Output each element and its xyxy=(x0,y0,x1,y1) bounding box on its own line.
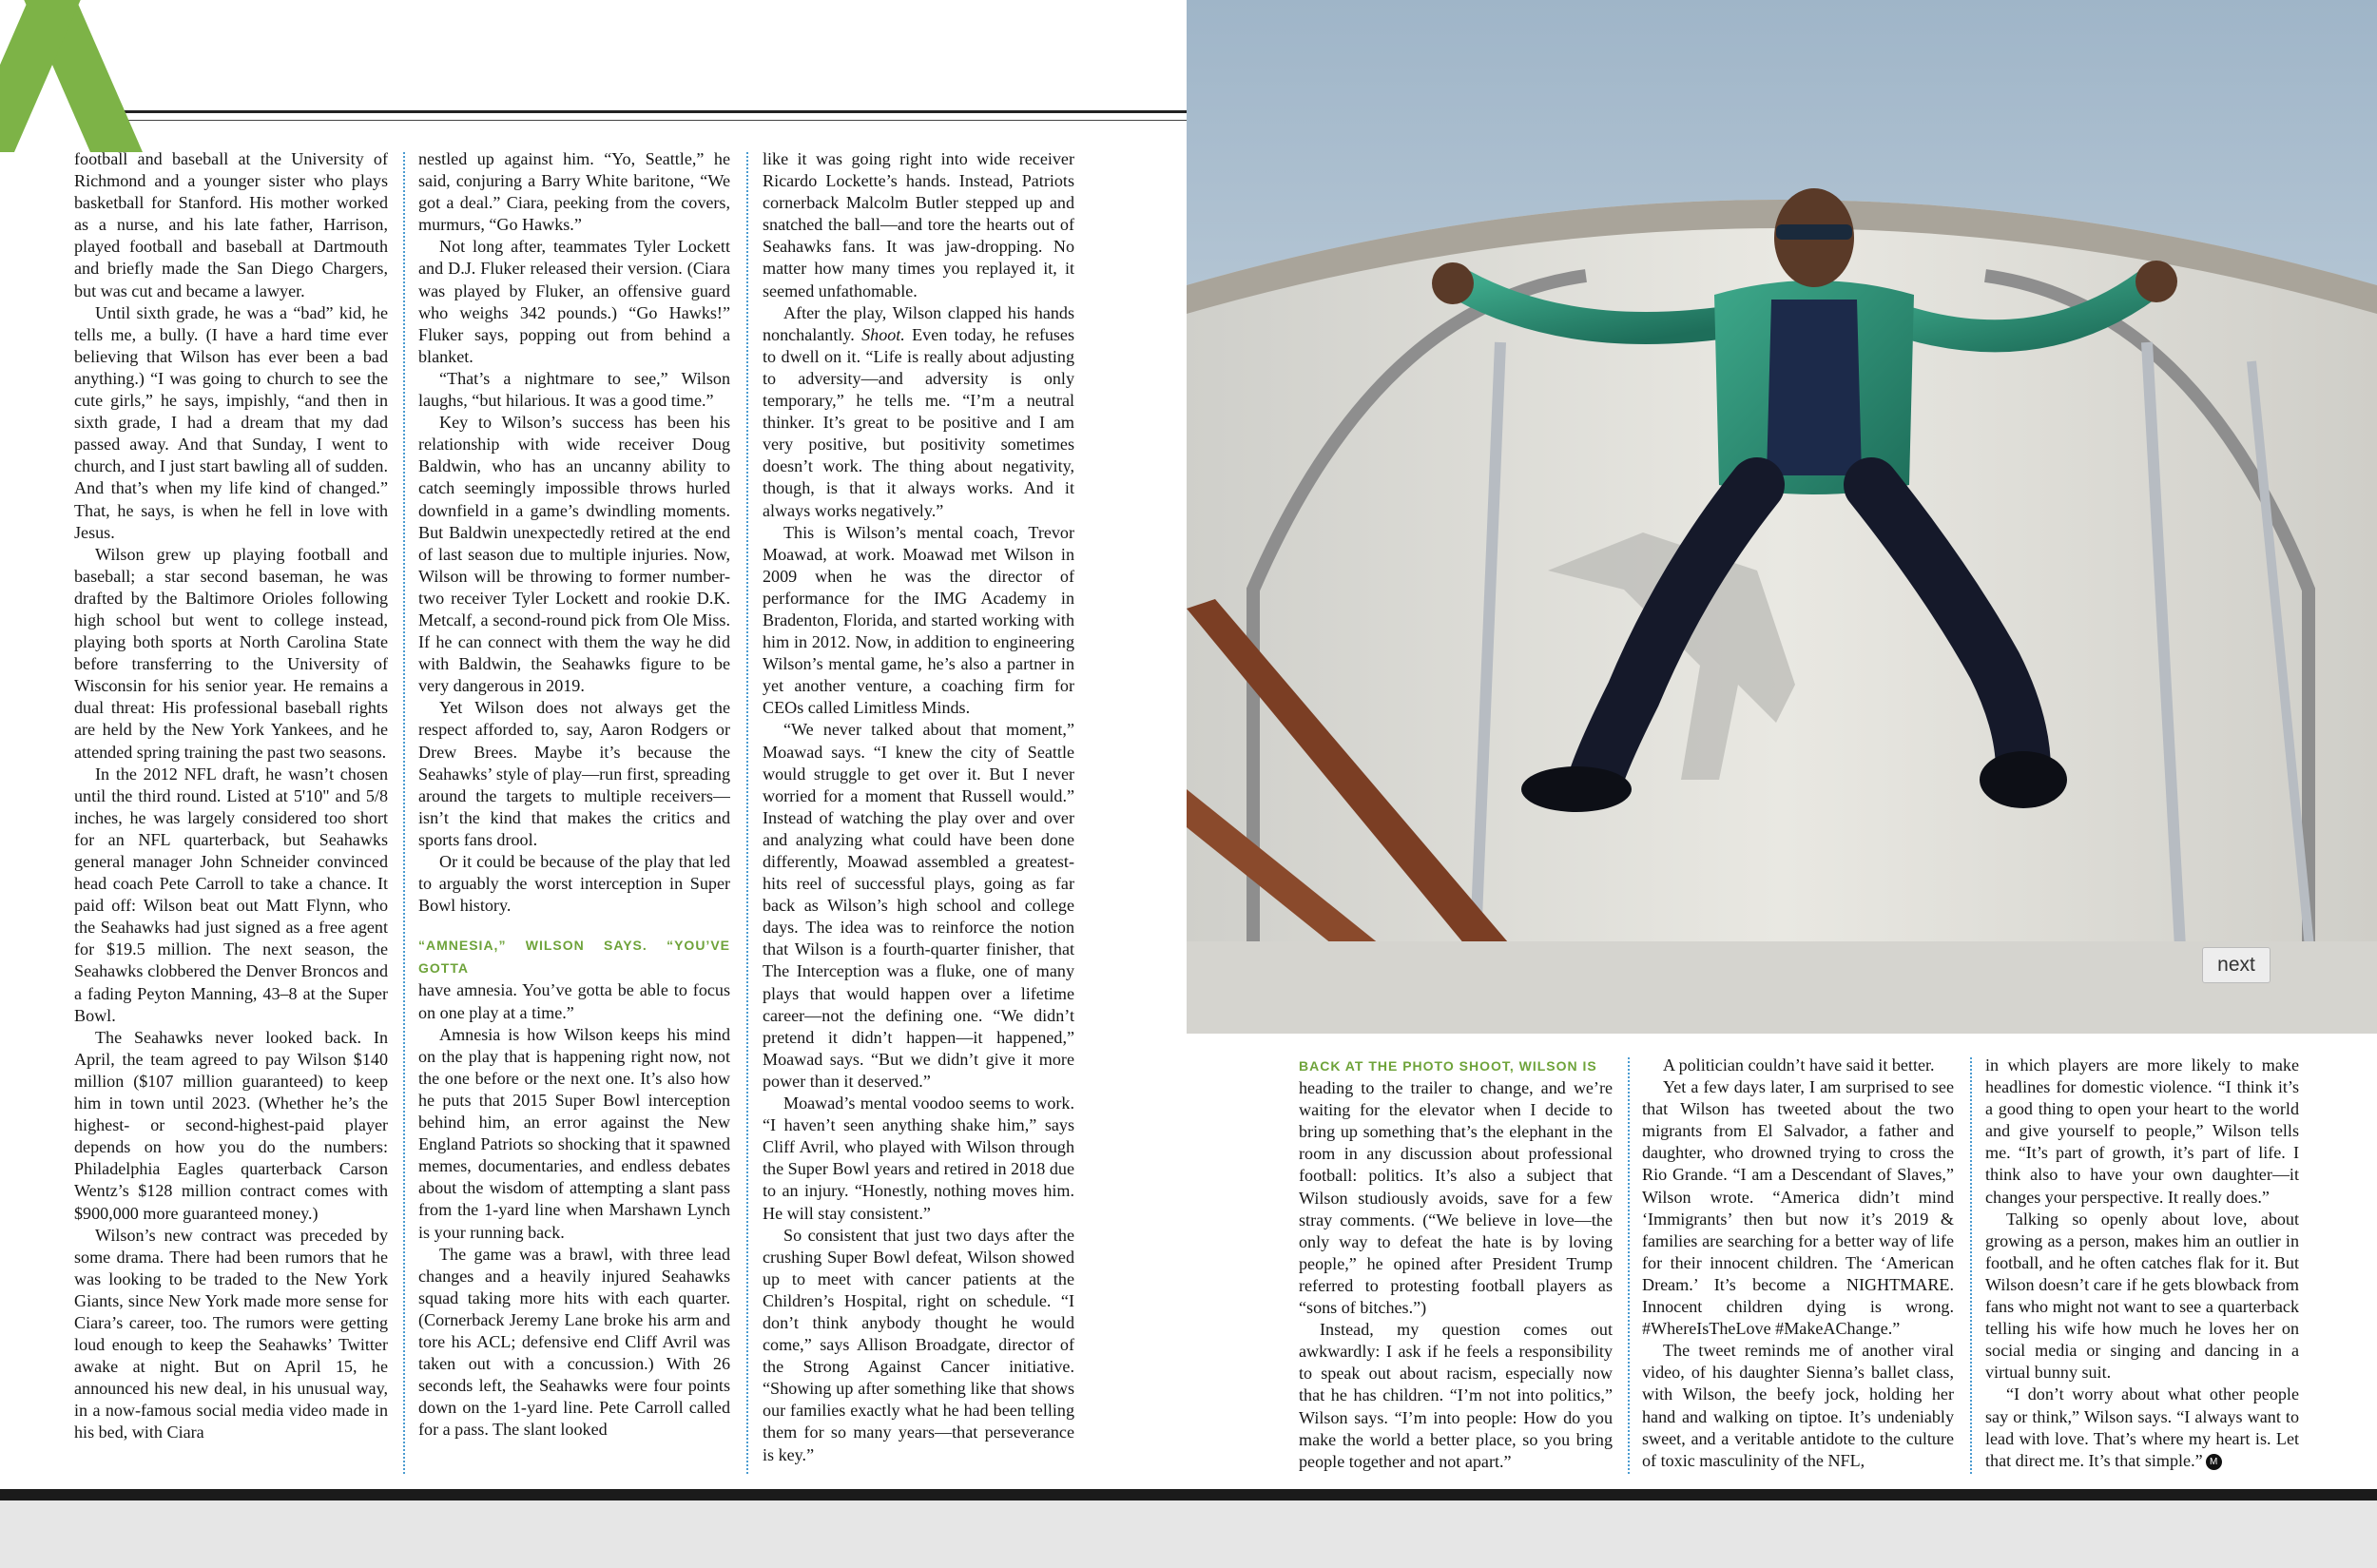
top-rule xyxy=(112,110,1187,113)
x-logo-icon xyxy=(0,0,143,152)
paragraph: in which players are more likely to make headlines for domestic violence. “I think it’s a good thing to open your heart to the world and give yourself to people,” Wilson tells me. “It’s part of growth, it’s part of life. I think also to have your own daughter—it changes your perspective. It really does.” xyxy=(1985,1055,2299,1207)
column-divider xyxy=(403,152,405,1474)
paragraph-text: heading to the trailer to change, and we’re waiting for the elevator when I decide to bring up something that’s the elephant in the room in any discussion about professional football: politics. It’s also a subject that Wilson studiously avoids, save for a few stray comments. (“We believe in love—the only way to defeat the hate is by loving people,” he opined after President Trump referred to protesting football players as “sons of bitches.”) xyxy=(1299,1078,1613,1318)
paragraph: “We never talked about that moment,” Moawad says. “I knew the city of Seattle would struggle to get over it. But I never worried for a moment that Russell would.” Instead of watching the play over and over and analyzing what could have been done differently, Moawad assembled a greatest-hits reel of successful plays, going as far back as Wilson’s high school and college days. The idea was to reinforce the notion that Wilson is a fourth-quarter finisher, that The Interception was a fluke, one of many plays that would happen over a lifetime career—not the defining one. “We didn’t pretend it didn’t happen—it happened,” Moawad says. “But we didn’t give it more power than it deserved.” xyxy=(763,720,1074,1091)
feature-photo xyxy=(1187,0,2377,1034)
paragraph: Or it could be because of the play that led to arguably the worst interception in Super Bowl history. xyxy=(418,852,730,916)
paragraph: This is Wilson’s mental coach, Trevor Moawad, at work. Moawad met Wilson in 2009 when he was the director of performance for the IMG Academy in Bradenton, Florida, and started working with him in 2012. Now, in addition to engineering Wilson’s mental game, he’s also a partner in yet another venture, a coaching firm for CEOs called Limitless Minds. xyxy=(763,522,1074,718)
article-column-5 xyxy=(1642,1055,1954,1476)
paragraph: Moawad’s mental voodoo seems to work. “I haven’t seen anything shake him,” says Cliff Avril, who played with Wilson through the Super Bowl years and retired in 2018 due to an injury. “Honestly, nothing moves him. He will stay consistent.” xyxy=(763,1094,1074,1223)
top-rule-thin xyxy=(112,120,1187,121)
paragraph-text: After the play, Wilson clapped his hands nonchalantly. xyxy=(763,302,1074,344)
section-break-paragraph xyxy=(418,934,730,1023)
paragraph: Instead, my question comes out awkwardly: I ask if he feels a responsibility to speak out about racism, especially now that he has children. “I’m not into politics,” Wilson says. “I’m into people: How do you make the world a better place, so you bring people together and not apart.” xyxy=(1299,1320,1613,1471)
column-divider xyxy=(1628,1057,1630,1474)
paragraph: Yet a few days later, I am surprised to see that Wilson has tweeted about the two migrants from El Salvador, a father and daughter, who drowned trying to cross the Rio Grande. “I am a Descendant of Slaves,” Wilson wrote. “America didn’t mind ‘Immigrants’ then but now it’s 2019 & families are searching for a better way of life for their innocent children. The ‘American Dream.’ It’s become a NIGHTMARE. Innocent children dying is wrong. #WhereIsTheLove #MakeAChange.” xyxy=(1642,1077,1954,1339)
paragraph: In the 2012 NFL draft, he wasn’t chosen until the third round. Listed at 5'10" and 5/8 inches, he was largely considered too short for an NFL quarterback, but Seahawks general manager John Schneider convinced head coach Pete Carroll to take a chance. It paid off: Wilson beat out Matt Flynn, who the Seahawks had just signed as a free agent for $19.5 million. The next season, the Seahawks clobbered the Denver Broncos and a fading Peyton Manning, 43–8 at the Super Bowl. xyxy=(74,764,388,1025)
paragraph: So consistent that just two days after the crushing Super Bowl defeat, Wilson showed up to meet with cancer patients at the Children’s Hospital, right on schedule. “I don’t think anybody thought he would come,” says Allison Broadgate, director of the Strong Against Cancer initiative. “Showing up after something like that shows our families exactly what he had been telling them for so many years—that perseverance is key.” xyxy=(763,1225,1074,1464)
paragraph: like it was going right into wide receiver Ricardo Lockette’s hands. Instead, Patriots cornerback Malcolm Butler stepped up and snatched the ball—and tore the hearts out of Seahawks fans. It was jaw-dropping. No matter how many times you replayed it, it seemed unfathomable. xyxy=(763,149,1074,300)
end-mark-icon: M xyxy=(2206,1454,2222,1470)
bottom-bar xyxy=(0,1489,2377,1500)
paragraph xyxy=(763,302,1074,522)
paragraph: Not long after, teammates Tyler Lockett and D.J. Fluker released their version. (Ciara was played by Fluker, an offensive guard who weighs 342 pounds.) “Go Hawks!” Fluker says, popping out from behind a blanket. xyxy=(418,237,730,366)
article-column-1 xyxy=(74,148,388,1476)
article-column-6 xyxy=(1985,1055,2299,1476)
paragraph: A politician couldn’t have said it better. xyxy=(1663,1055,1935,1074)
paragraph-text: “I don’t worry about what other people say or think,” Wilson says. “I always want to lead with love. That’s where my heart is. Let that direct me. It’s that simple.” xyxy=(1985,1384,2299,1470)
next-button[interactable]: next xyxy=(2202,947,2271,983)
paragraph: The Seahawks never looked back. In April, the team agreed to pay Wilson $140 million ($107 million guaranteed) to keep him in town until 2023. (Whether he’s the highest- or second-highest-paid player depends on how you do the numbers: Philadelphia Eagles quarterback Carson Wentz’s $128 million contract comes with $900,000 more guaranteed money.) xyxy=(74,1027,388,1223)
paragraph: Talking so openly about love, about growing as a person, makes him an outlier in football, and he often catches flak for it. But Wilson doesn’t care if he gets blowback from fans who might not want to see a quarterback telling his wife how much he loves her on social media or singing and dancing in a virtual bunny suit. xyxy=(1985,1209,2299,1383)
article-column-4 xyxy=(1299,1055,1613,1476)
paragraph: “That’s a nightmare to see,” Wilson laughs, “but hilarious. It was a good time.” xyxy=(418,368,730,411)
section-break-paragraph xyxy=(1299,1055,1613,1319)
paragraph: The tweet reminds me of another viral video, of his daughter Sienna’s ballet class, with Wilson, the beefy jock, holding her hand and walking on tiptoe. It’s undeniably sweet, and a veritable antidote to the culture of toxic masculinity of the NFL, xyxy=(1642,1341,1954,1470)
paragraph xyxy=(1985,1384,2299,1471)
bottom-band xyxy=(0,1500,2377,1568)
paragraph-text: have amnesia. You’ve gotta be able to focus on one play at a time.” xyxy=(418,980,730,1022)
paragraph: Yet Wilson does not always get the respect afforded to, say, Aaron Rodgers or Drew Brees. Maybe it’s because the Seahawks’ style of play—run first, spreading around the targets to multiple receivers—isn’t the kind that makes the critics and sports fans drool. xyxy=(418,698,730,849)
paragraph: Key to Wilson’s success has been his relationship with wide receiver Doug Baldwin, who has an uncanny ability to catch seemingly impossible throws hurled downfield in a game’s dwindling moments. But Baldwin unexpectedly retired at the end of last season due to multiple injuries. Now, Wilson will be throwing to former number-two receiver Tyler Lockett and rookie D.K. Metcalf, a second-round pick from Ole Miss. If he can connect with them the way he did with Baldwin, the Seahawks figure to be very dangerous in 2019. xyxy=(418,413,730,696)
section-lead-in: “AMNESIA,” WILSON SAYS. “YOU’VE GOTTA xyxy=(418,938,730,977)
photo-illustration xyxy=(1187,0,2377,1034)
paragraph: football and baseball at the University of Richmond and a younger sister who plays basketball for Stanford. His mother worked as a nurse, and his late father, Harrison, played football and baseball at Dartmouth and briefly made the San Diego Chargers, but was cut and became a lawyer. xyxy=(74,149,388,300)
article-column-3 xyxy=(763,148,1074,1476)
column-divider xyxy=(746,152,748,1474)
paragraph-text: Even today, he refuses to dwell on it. “Life is really about adjusting to adversity—and adversity is only temporary,” he tells me. “I’m a neutral thinker. It’s great to be positive and I am very positive, but positivity sometimes doesn’t work. The thing about negativity, though, is that it always works. And it always works negatively.” xyxy=(763,324,1074,520)
paragraph: Amnesia is how Wilson keeps his mind on the play that is happening right now, not the one before or the next one. It’s also how he puts that 2015 Super Bowl interception behind him, an error against the New England Patriots so shocking that it spawned memes, documentaries, and endless debates about the wisdom of attempting a slant pass from the 1-yard line when Marshawn Lynch is your running back. xyxy=(418,1024,730,1242)
article-column-2 xyxy=(418,148,730,1476)
paragraph: The game was a brawl, with three lead changes and a heavily injured Seahawks squad taking more hits with each quarter. (Cornerback Jeremy Lane broke his arm and tore his ACL; defensive end Cliff Avril was taken out with a concussion.) With 26 seconds left, the Seahawks were four points down on the 1-yard line. Pete Carroll called for a pass. The slant looked xyxy=(418,1244,730,1440)
section-lead-in: BACK AT THE PHOTO SHOOT, WILSON IS xyxy=(1299,1058,1597,1074)
column-divider xyxy=(1970,1057,1972,1474)
paragraph: Wilson grew up playing football and baseball; a star second baseman, he was drafted by the Baltimore Orioles following high school but went to college instead, playing both sports at North Carolina State before transferring to the University of Wisconsin for his senior year. He remains a dual threat: His professional baseball rights are held by the New York Yankees, and he attended spring training the past two seasons. xyxy=(74,544,388,762)
paragraph: Wilson’s new contract was preceded by some drama. There had been rumors that he was looking to be traded to the New York Giants, since New York made more sense for Ciara’s career, too. The rumors were getting loud enough to keep the Seahawks’ Twitter awake at night. But on April 15, he announced his new deal, in his unusual way, in a now-famous social media video made in his bed, with Ciara xyxy=(74,1225,388,1442)
paragraph: Until sixth grade, he was a “bad” kid, he tells me, a bully. (I have a hard time ever believing that Wilson has ever been a bad anything.) “I was going to church to see the cute girls,” he says, impishly, “and then in sixth grade, I had a dream that my dad passed away. And that Sunday, I went to church, and I just start bawling all of sudden. And that’s when my life kind of changed.” That, he says, is when he fell in love with Jesus. xyxy=(74,302,388,542)
emphasis: Shoot. xyxy=(861,324,905,344)
paragraph: nestled up against him. “Yo, Seattle,” he said, conjuring a Barry White baritone, “We got a deal.” Ciara, peeking from the covers, murmurs, “Go Hawks.” xyxy=(418,149,730,235)
